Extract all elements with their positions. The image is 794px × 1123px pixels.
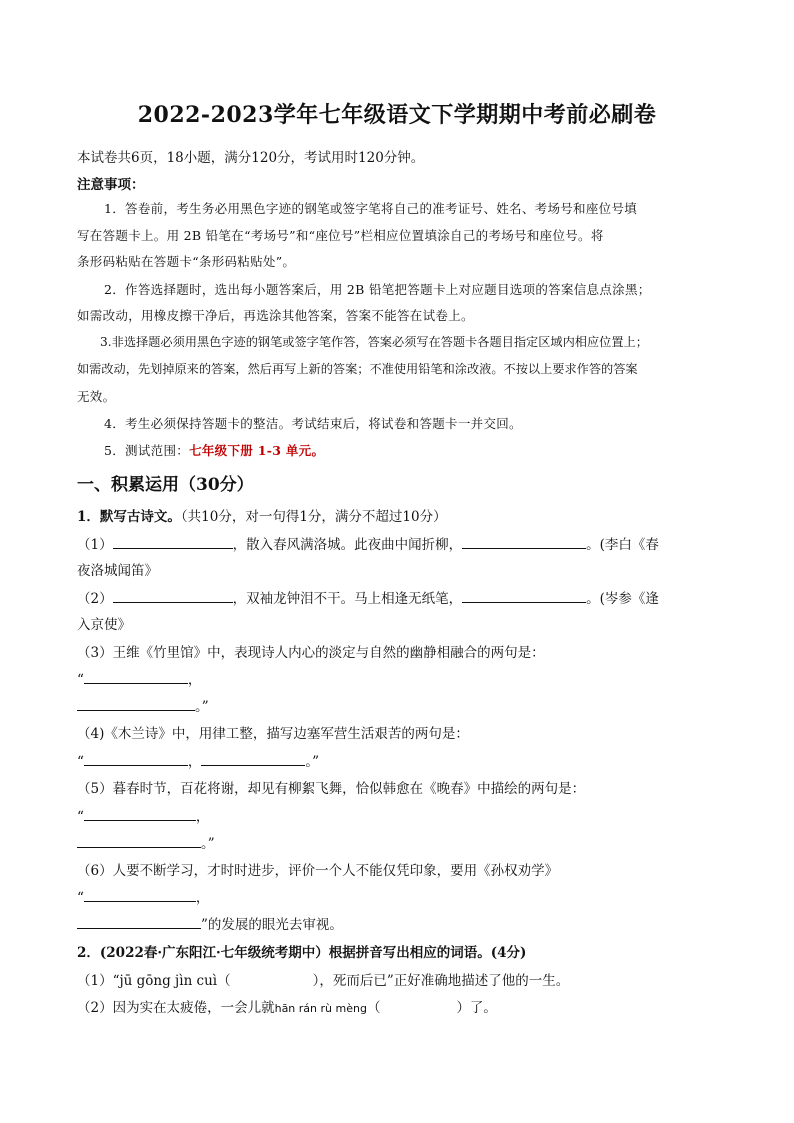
q1-item-3-answer-1	[77, 668, 201, 688]
notice-3-line-2: 如需改动，先划掉原来的答案，然后再写上新的答案；不准使用铅笔和涂改液。不按以上要求作答的答案	[77, 362, 638, 376]
notice-2-line-1: 2．作答选择题时，选出每小题答案后，用 2B 铅笔把答题卡上对应题目选项的答案信息点涂黑；	[104, 282, 651, 297]
notice-heading: 注意事项：	[77, 177, 145, 193]
q1-item-3: （3）王维《竹里馆》中，表现诗人内心的淡定与自然的幽静相融合的两句是：	[77, 645, 545, 661]
end-quote: 。”	[305, 754, 320, 770]
open-quote: “	[77, 809, 84, 825]
q1-item-5-answer-2	[77, 832, 215, 852]
q1-item-1-source-cont: 夜洛城闻笛》	[77, 563, 158, 579]
comma: ，	[195, 809, 210, 825]
q2-item-1	[77, 969, 569, 989]
exam-intro: 本试卷共6页，18小题，满分120分，考试用时120分钟。	[77, 150, 425, 166]
section-1-heading: 一、积累运用（30分）	[77, 475, 254, 495]
answer-blank[interactable]	[462, 588, 586, 603]
q1-item-1-source: 。(李白《春	[586, 537, 659, 553]
q1-item-6-answer-1	[77, 886, 209, 906]
q1-item-3-answer-2	[77, 695, 209, 715]
answer-blank[interactable]	[113, 588, 233, 603]
notice-5-prefix: 5．测试范围：	[104, 443, 190, 458]
answer-blank[interactable]	[77, 696, 195, 711]
q1-item-2-label: （2）	[77, 591, 113, 607]
end-quote: 。”	[201, 836, 215, 852]
notice-1-line-2: 写在答题卡上。用 2B 铅笔在“考场号”和“座位号”栏相应位置填涂自己的考场号和座位号。将	[77, 228, 604, 243]
question-2-stem: 2．(2022春·广东阳江·七年级统考期中）根据拼音写出相应的词语。(4分)	[77, 945, 527, 961]
answer-blank[interactable]	[77, 914, 201, 929]
answer-blank[interactable]	[462, 534, 586, 549]
q1-item-2-text: ，双袖龙钟泪不干。马上相逢无纸笔，	[232, 591, 463, 607]
q1-item-6: （6）人要不断学习，才时时进步，评价一个人不能仅凭印象，要用《孙权劝学》	[77, 863, 559, 879]
q1-item-1-label: （1）	[77, 537, 113, 553]
answer-blank[interactable]	[84, 806, 196, 821]
q1-item-2-source: 。(岑参《逢	[586, 591, 659, 607]
answer-blank[interactable]	[113, 534, 233, 549]
q1-item-5: （5）暮春时节，百花将谢，却见有柳絮飞舞，恰似韩愈在《晚春》中描绘的两句是：	[77, 781, 586, 797]
question-1-number: 1．	[77, 509, 100, 525]
end-quote: 。”	[195, 699, 209, 715]
q2-item-2-text: （2）因为实在太疲倦，一会儿就	[77, 1000, 275, 1016]
notice-4: 4．考生必须保持答题卡的整洁。考试结束后，将试卷和答题卡一并交回。	[104, 416, 522, 431]
q1-item-1	[77, 533, 659, 553]
q1-item-6-answer-2	[77, 913, 343, 933]
q1-item-4: （4)《木兰诗》中，用律工整，描写边塞军营生活艰苦的两句是：	[77, 726, 469, 742]
q1-item-5-answer-1	[77, 805, 209, 825]
open-quote: “	[77, 890, 84, 906]
q1-item-4-answer	[77, 750, 319, 770]
comma: ，	[195, 890, 210, 906]
q1-item-1-text: ，散入春风满洛城。此夜曲中闻折柳，	[232, 537, 463, 553]
comma: ，	[187, 754, 202, 770]
answer-blank[interactable]	[84, 669, 188, 684]
answer-blank[interactable]	[84, 887, 196, 902]
notice-5	[104, 441, 324, 459]
answer-blank[interactable]	[84, 751, 188, 766]
q2-item-1-text: ），死而后已”正好准确地描述了他的一生。	[312, 973, 570, 989]
answer-blank[interactable]	[77, 833, 201, 848]
test-range: 七年级下册 1-3 单元。	[189, 443, 325, 458]
q1-item-6-tail: ”的发展的眼光去审视。	[201, 917, 343, 933]
question-1-scoring: （共10分，对一句得1分，满分不超过10分）	[180, 509, 447, 525]
question-1-title: 默写古诗文。	[99, 509, 181, 525]
q2-item-2-pinyin: hān rán rù mèng	[274, 1002, 367, 1015]
answer-blank[interactable]	[201, 751, 305, 766]
q2-item-2-tail: ）了。	[456, 1000, 497, 1016]
q2-item-2	[77, 996, 497, 1016]
open-paren: （	[366, 1000, 381, 1016]
notice-1-line-1: 1．答卷前，考生务必用黑色字迹的钢笔或签字笔将自己的准考证号、姓名、考场号和座位号填	[104, 201, 638, 216]
question-1-stem	[77, 505, 447, 525]
notice-3-line-3: 无效。	[77, 389, 116, 404]
page-title: 2022-2023学年七年级语文下学期期中考前必刷卷	[137, 102, 657, 128]
q1-item-2	[77, 587, 659, 607]
notice-1-line-3: 条形码粘贴在答题卡“条形码粘贴处”。	[77, 254, 296, 269]
notice-3-line-1: 3.非选择题必须用黑色字迹的钢笔或签字笔作答，答案必须写在答题卡各题目指定区域内相应位置上；	[100, 335, 648, 349]
comma: ，	[187, 672, 202, 688]
open-quote: “	[77, 754, 84, 770]
q2-item-1-pinyin: （1）“jū gōng jìn cuì（	[77, 973, 231, 989]
q1-item-2-source-cont: 入京使》	[77, 617, 131, 633]
notice-2-line-2: 如需改动，用橡皮擦干净后，再选涂其他答案，答案不能答在试卷上。	[77, 308, 474, 323]
open-quote: “	[77, 672, 84, 688]
